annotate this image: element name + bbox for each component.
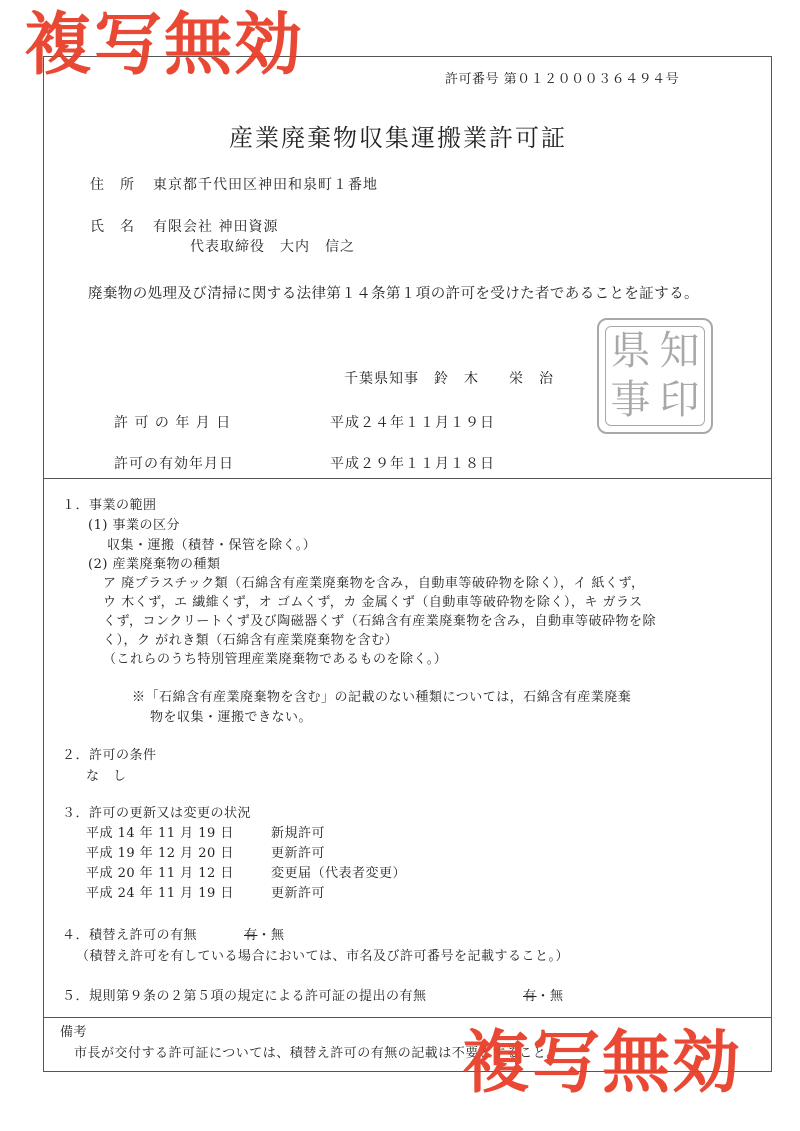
history-date: 平成 14 年 11 月 19 日 bbox=[86, 826, 234, 841]
page-title: 産業廃棄物収集運搬業許可証 bbox=[229, 124, 567, 152]
waste-types-line: くず，コンクリートくず及び陶磁器くず（石綿含有産業廃棄物を含み，自動車等破砕物を除 bbox=[103, 614, 656, 629]
watermark-top: 複写無効 bbox=[24, 6, 305, 85]
permit-date-label: 許 可 の 年 月 日 bbox=[114, 415, 232, 431]
section5-yes: 有 bbox=[523, 989, 537, 1004]
exclusion-text: （これらのうち特別管理産業廃棄物であるものを除く。） bbox=[103, 652, 448, 667]
waste-types-line: ア 廃プラスチック類（石綿含有産業廃棄物を含み，自動車等破砕物を除く），イ 紙くず， bbox=[103, 576, 645, 591]
section5-sep: ・ bbox=[536, 989, 551, 1004]
valid-date-label: 許可の有効年月日 bbox=[114, 456, 234, 472]
section3-heading: ３．許可の更新又は変更の状況 bbox=[62, 806, 252, 821]
section4-note: （積替え許可を有している場合においては、市名及び許可番号を記載すること。） bbox=[76, 949, 570, 964]
history-event: 新規許可 bbox=[271, 826, 326, 841]
section2-heading: ２．許可の条件 bbox=[62, 748, 157, 763]
history-date: 平成 24 年 11 月 19 日 bbox=[86, 886, 234, 901]
company-name: 有限会社 神田資源 bbox=[153, 219, 279, 235]
section4-no: 無 bbox=[271, 928, 285, 943]
divider-upper bbox=[43, 478, 772, 479]
permit-number: 許可番号 第０１２０００３６４９４号 bbox=[445, 72, 680, 87]
asbestos-note: ※「石綿含有産業廃棄物を含む」の記載のない種類については，石綿含有産業廃棄 bbox=[132, 690, 632, 705]
waste-types-line: く），ク がれき類（石綿含有産業廃棄物を含む） bbox=[103, 633, 399, 648]
address-label: 住 所 bbox=[90, 177, 135, 193]
seal-char: 県 bbox=[610, 328, 651, 374]
seal-char: 事 bbox=[610, 377, 651, 423]
section4-sep: ・ bbox=[257, 928, 272, 943]
address-value: 東京都千代田区神田和泉町１番地 bbox=[153, 177, 378, 193]
section4-heading: ４．積替え許可の有無 bbox=[62, 928, 198, 943]
asbestos-note: 物を収集・運搬できない。 bbox=[150, 710, 313, 725]
section5-answer bbox=[523, 985, 564, 1004]
section4-answer bbox=[244, 924, 285, 943]
history-date: 平成 20 年 11 月 12 日 bbox=[86, 866, 234, 881]
certification-text: 廃棄物の処理及び清掃に関する法律第１４条第１項の許可を受けた者であることを証する。 bbox=[88, 286, 699, 302]
representative-name: 代表取締役 大内 信之 bbox=[190, 239, 355, 255]
waste-types-line: ウ 木くず，エ 繊維くず，オ ゴムくず，カ 金属くず（自動車等破砕物を除く），キ ガラス bbox=[103, 595, 643, 610]
valid-date-value: 平成２９年１１月１８日 bbox=[330, 456, 495, 472]
remarks-text: 市長が交付する許可証については、積替え許可の有無の記載は不要とすること。 bbox=[74, 1046, 560, 1061]
history-event: 変更届（代表者変更） bbox=[271, 866, 407, 881]
section4-yes: 有 bbox=[244, 928, 258, 943]
seal-char: 知 bbox=[659, 328, 700, 374]
divider-remarks bbox=[43, 1017, 772, 1018]
history-event: 更新許可 bbox=[271, 886, 326, 901]
name-label: 氏 名 bbox=[90, 219, 135, 235]
watermark-bottom: 複写無効 bbox=[462, 1024, 743, 1103]
section1-heading: １．事業の範囲 bbox=[62, 498, 157, 513]
section5-heading: ５．規則第９条の２第５項の規定による許可証の提出の有無 bbox=[62, 989, 427, 1004]
permit-date-value: 平成２４年１１月１９日 bbox=[330, 415, 495, 431]
issuer: 千葉県知事 鈴 木 栄 治 bbox=[344, 371, 554, 387]
history-date: 平成 19 年 12 月 20 日 bbox=[86, 846, 234, 861]
official-seal bbox=[597, 318, 713, 434]
section1-sub2-heading: (2) 産業廃棄物の種類 bbox=[88, 557, 221, 572]
seal-char: 印 bbox=[659, 377, 700, 423]
history-event: 更新許可 bbox=[271, 846, 326, 861]
remarks-heading: 備考 bbox=[60, 1025, 88, 1040]
section2-value: な し bbox=[86, 769, 127, 784]
section1-sub1-heading: (1) 事業の区分 bbox=[88, 518, 181, 533]
section5-no: 無 bbox=[550, 989, 564, 1004]
section1-sub1-text: 収集・運搬（積替・保管を除く。） bbox=[107, 538, 317, 553]
